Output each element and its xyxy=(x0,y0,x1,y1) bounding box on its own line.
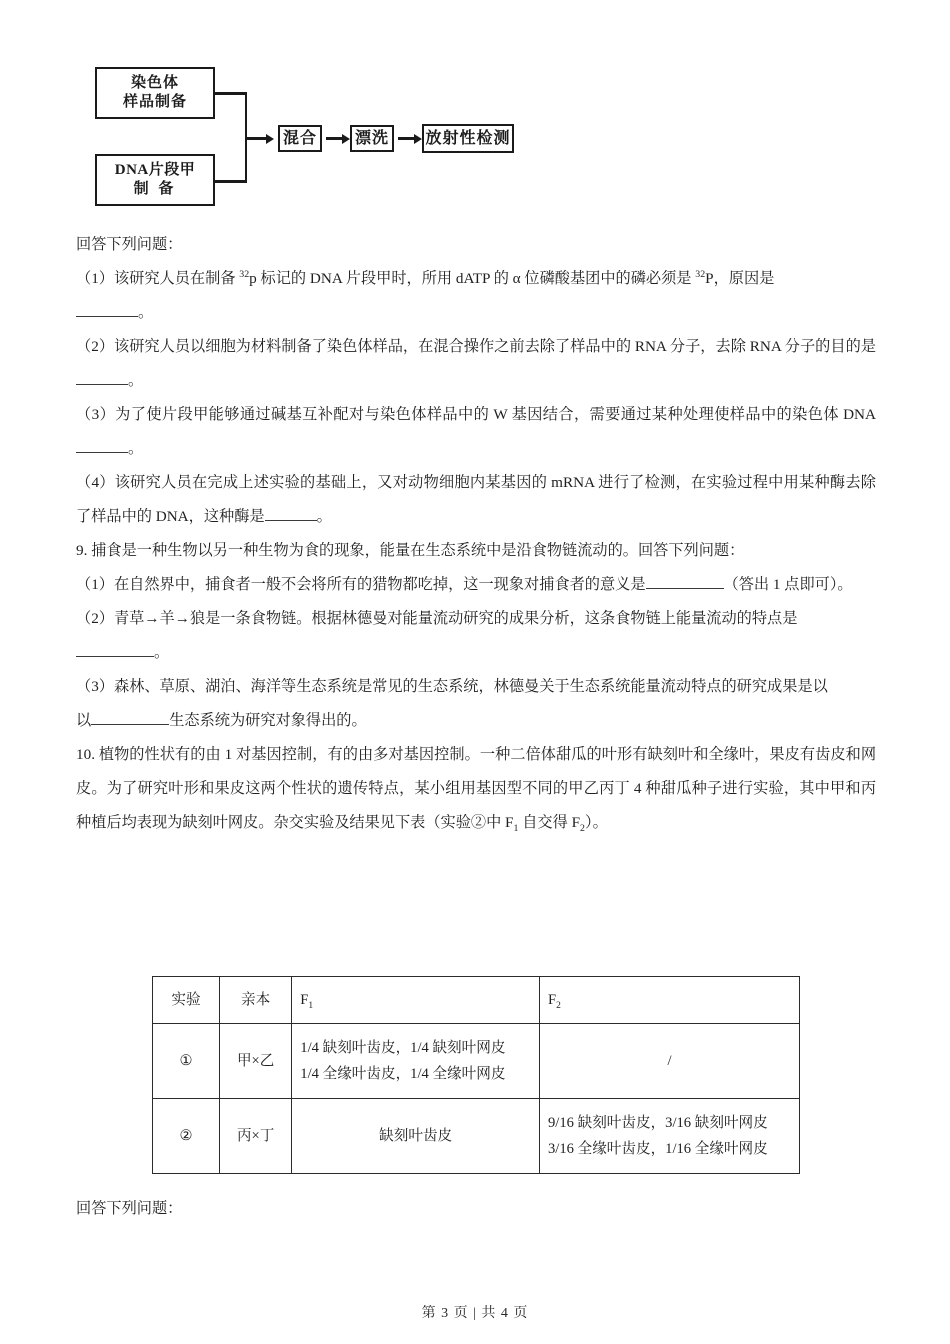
q10-stem-text-c: ）。 xyxy=(584,814,608,831)
f1-header-label: F xyxy=(300,992,309,1008)
arrow-icon-to-detect xyxy=(414,134,422,144)
q10-stem-text-b: 自交得 F xyxy=(518,814,581,831)
row1-f1 xyxy=(292,1024,540,1099)
connector-line-top xyxy=(215,92,247,95)
table-row xyxy=(153,1024,800,1099)
q10-stem-subscript-1: 1 xyxy=(513,823,519,835)
row1-experiment: ① xyxy=(153,1024,220,1099)
q8-sub2-text: （2）该研究人员以细胞为材料制备了染色体样品，在混合操作之前去除了样品中的 RNA 分子，去除 RNA 分子的目的是 xyxy=(76,338,876,355)
cross-experiment-table-wrapper xyxy=(152,976,800,1174)
detect-label: 放射性检测 xyxy=(425,129,511,147)
row2-f1 xyxy=(292,1099,540,1174)
answer-prompt-top: 回答下列问题： xyxy=(76,236,183,253)
row2-f2-line2: 3/16 全缘叶齿皮，1/16 全缘叶网皮 xyxy=(548,1141,768,1157)
q8-sub2-period: 。 xyxy=(128,372,144,389)
q8-sub2-answer-blank[interactable] xyxy=(76,384,128,385)
q9-sub2 xyxy=(76,602,876,636)
q9-sub2-period: 。 xyxy=(154,644,170,661)
table-header-row xyxy=(153,977,800,1024)
q8-sub3-text: （3）为了使片段甲能够通过碱基互补配对与染色体样品中的 W 基因结合，需要通过某种处理使样品中的染色体 DNA xyxy=(76,406,876,423)
q8-sub1-answer-blank[interactable] xyxy=(76,316,138,317)
connector-line-merge xyxy=(245,137,269,140)
row1-f1-line2: 1/4 全缘叶齿皮，1/4 全缘叶网皮 xyxy=(300,1066,506,1082)
experiment-flow-diagram xyxy=(95,58,565,213)
q8-sub1-text-b: p 标记的 DNA 片段甲时，所用 dATP 的 α 位磷酸基团中的磷必须是 xyxy=(249,270,696,287)
table-header-f2 xyxy=(540,977,800,1024)
row2-parents: 丙×丁 xyxy=(220,1099,292,1174)
row2-f2 xyxy=(540,1099,800,1174)
q8-sub4 xyxy=(76,466,876,534)
q9-sub2-blank-line xyxy=(76,636,876,670)
chromosome-prep-line2: 样品制备 xyxy=(122,94,187,110)
f2-header-label: F xyxy=(548,992,557,1008)
wash-label: 漂洗 xyxy=(354,129,389,147)
q9-stem: 9. 捕食是一种生物以另一种生物为食的现象，能量在生态系统中是沿食物链流动的。回答下列问题： xyxy=(76,542,745,559)
q8-sub4-answer-blank[interactable] xyxy=(265,520,317,521)
row2-f2-line1: 9/16 缺刻叶齿皮，3/16 缺刻叶网皮 xyxy=(548,1115,768,1131)
table-header-experiment: 实验 xyxy=(153,977,220,1024)
q8-sub3 xyxy=(76,398,876,466)
dna-prep-line2: 制 备 xyxy=(133,181,177,197)
q9-sub3-text-a: （3）森林、草原、湖泊、海洋等生态系统是常见的生态系统，林德曼关于生态系统能量流动特点的研究成果是以 xyxy=(76,678,828,695)
q8-sub1-blank-line xyxy=(76,296,876,330)
q8-sub2 xyxy=(76,330,876,398)
row2-f1-line1: 缺刻叶齿皮 xyxy=(379,1128,453,1144)
q8-sub3-answer-blank[interactable] xyxy=(76,452,128,453)
row2-experiment: ② xyxy=(153,1099,220,1174)
q8-sub1 xyxy=(76,262,876,296)
q8-sub1-text-c: P，原因是 xyxy=(705,270,775,287)
arrow-icon-to-wash xyxy=(342,134,350,144)
table-row xyxy=(153,1099,800,1174)
row1-parents: 甲×乙 xyxy=(220,1024,292,1099)
q8-sub1-text-a: （1）该研究人员在制备 xyxy=(76,270,240,287)
q9-sub3-answer-blank[interactable] xyxy=(91,724,169,725)
f1-header-subscript: 1 xyxy=(308,1000,314,1011)
q9-sub3 xyxy=(76,670,876,704)
q10-stem-text-a: 10. 植物的性状有的由 1 对基因控制，有的由多对基因控制。一种二倍体甜瓜的叶形有缺刻叶和全缘叶，果皮有齿皮和网皮。为了研究叶形和果皮这两个性状的遗传特点，某小组用基因型不同的甲乙丙丁 4 种甜瓜种子进行实验，其中甲和丙种植后均表现为缺刻叶网皮。杂交实验及结果见下表（实验②中 F xyxy=(76,746,876,831)
diagram-box-mix xyxy=(278,125,322,152)
question-body xyxy=(76,228,876,840)
q9-sub3-prefix: 以 xyxy=(76,712,92,729)
cross-experiment-table xyxy=(152,976,800,1174)
row1-f2-line1: / xyxy=(667,1053,672,1069)
row1-f1-line1: 1/4 缺刻叶齿皮，1/4 缺刻叶网皮 xyxy=(300,1040,506,1056)
mix-label: 混合 xyxy=(282,129,317,147)
connector-line-bottom xyxy=(215,180,247,183)
q9-sub1-answer-blank[interactable] xyxy=(646,588,724,589)
diagram-box-radioactivity-detection xyxy=(422,124,514,153)
q8-sub1-period: 。 xyxy=(138,304,154,321)
diagram-box-wash xyxy=(350,125,394,152)
chromosome-prep-line1: 染色体 xyxy=(130,75,179,92)
q8-sub3-period: 。 xyxy=(128,440,144,457)
row1-f2 xyxy=(540,1024,800,1099)
arrow-icon-to-mix xyxy=(266,134,274,144)
q9-sub3-blank-line xyxy=(76,704,876,738)
q9-sub2-answer-blank[interactable] xyxy=(76,656,154,657)
diagram-box-dna-fragment-prep xyxy=(95,154,215,206)
dna-prep-line1: DNA片段甲 xyxy=(114,162,196,179)
q9-sub3-text-b: 生态系统为研究对象得出的。 xyxy=(169,712,367,729)
table-header-parents: 亲本 xyxy=(220,977,292,1024)
q8-sub1-superscript-2: 32 xyxy=(695,268,706,280)
f2-header-subscript: 2 xyxy=(556,1000,561,1011)
q8-sub4-period: 。 xyxy=(316,508,332,525)
q9-sub1-text-a: （1）在自然界中，捕食者一般不会将所有的猎物都吃掉，这一现象对捕食者的意义是 xyxy=(76,576,646,593)
q9-sub1 xyxy=(76,568,876,602)
q9-sub1-text-b: （答出 1 点即可）。 xyxy=(723,576,853,593)
q9-sub2-text: （2）青草→羊→狼是一条食物链。根据林德曼对能量流动研究的成果分析，这条食物链上能量流动的特点是 xyxy=(76,610,798,627)
answer-prompt-bottom: 回答下列问题： xyxy=(76,1200,183,1217)
q10-stem xyxy=(76,738,876,840)
q8-sub1-superscript-1: 32 xyxy=(239,268,250,280)
q8-sub4-text: （4）该研究人员在完成上述实验的基础上，又对动物细胞内某基因的 mRNA 进行了检测，在实验过程中用某种酶去除了样品中的 DNA，这种酶是 xyxy=(76,474,876,525)
q10-stem-subscript-2: 2 xyxy=(580,823,585,835)
table-header-f1 xyxy=(292,977,540,1024)
page-footer: 第 3 页 | 共 4 页 xyxy=(421,1306,529,1321)
diagram-box-chromosome-prep xyxy=(95,67,215,119)
